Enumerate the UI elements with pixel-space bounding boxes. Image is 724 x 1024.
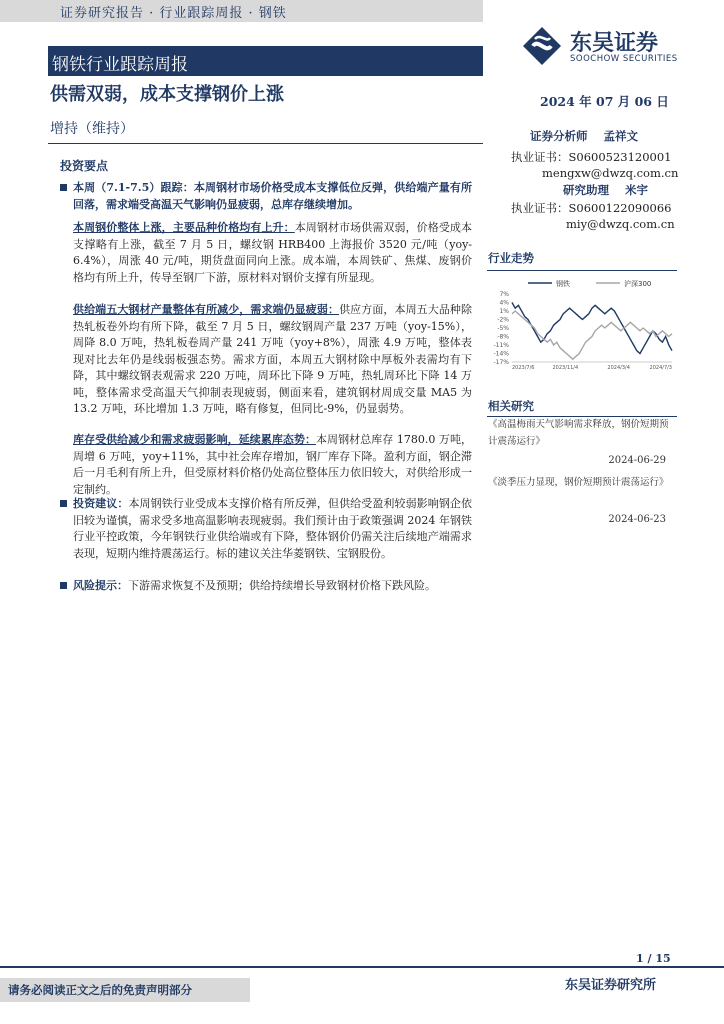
para-weekly-summary xyxy=(60,180,472,213)
analyst-1-role: 证券分析师 xyxy=(530,129,588,143)
x-tick-label: 2024/3/4 xyxy=(607,365,630,371)
header-divider xyxy=(48,143,483,144)
report-date: 2024 年 07 月 06 日 xyxy=(540,94,669,109)
analyst-2-email[interactable]: miy@dwzq.com.cn xyxy=(566,217,675,231)
disclaimer-box xyxy=(0,978,250,1002)
risk-text: 下游需求恢复不及预期；供给持续增长导致钢材价格下跌风险。 xyxy=(128,579,436,592)
logo-en: SOOCHOW SECURITIES xyxy=(570,54,678,64)
y-tick-label: -5% xyxy=(497,325,509,332)
related-item-1[interactable]: 《高温梅雨天气影响需求释放，钢价短期预计震荡运行》 xyxy=(488,419,669,447)
analyst-2-cert: S0600122090066 xyxy=(568,201,672,215)
related-item-2-date: 2024-06-23 xyxy=(608,514,666,525)
trend-chart xyxy=(486,276,678,372)
legend-label-steel: 钢铁 xyxy=(556,280,570,288)
analyst-1-cert-line xyxy=(511,149,672,165)
x-tick-label: 2024/7/3 xyxy=(649,365,672,371)
rating: 增持（维持） xyxy=(50,121,134,137)
series-line-steel xyxy=(512,303,672,354)
y-tick-label: -8% xyxy=(497,333,509,341)
analyst-1-role-line xyxy=(530,128,638,144)
report-title-band xyxy=(48,46,483,76)
y-tick-label: -2% xyxy=(497,316,509,324)
analyst-2-cert-label: 执业证书： xyxy=(511,201,569,215)
weekly-summary-text: 本周（7.1-7.5）跟踪：本周钢材市场价格受成本支撑低位反弹，供给端产量有所回落，需求端受高温天气影响仍显疲弱，总库存继续增加。 xyxy=(73,181,472,211)
advice-text: 本周钢铁行业受成本支撑价格有所反弹，但供给受盈利较弱影响钢企依旧较为谨慎，需求受多地高温影响表现疲弱。我们预计由于政策强调 2024 年钢铁行业平控政策，今年钢铁行业供给端或有下降，整体钢价仍需关注后续地产端需求表现，短期内维持震荡运行。标的建议关注华菱钢铁、宝钢股份。 xyxy=(73,497,473,560)
analyst-2-role-line xyxy=(563,182,648,198)
x-tick-label: 2023/7/6 xyxy=(512,365,535,371)
analyst-2-name: 米宇 xyxy=(625,183,649,197)
inventory-text: 本周钢材总库存 1780.0 万吨，周增 6 万吨，yoy+11%，其中社会库存增加，钢厂库存下降。盈利方面，钢企滞后一月毛利有所上升，但受原材料价格仍处高位整体压力依旧较大，对供给形成一定制约。 xyxy=(73,433,473,496)
y-tick-label: -14% xyxy=(493,350,509,358)
trend-title: 行业走势 xyxy=(488,251,534,265)
analyst-1-cert: S0600523120001 xyxy=(568,150,672,164)
series-line-index xyxy=(512,311,672,359)
related-item-2[interactable]: 《淡季压力显现，钢价短期预计震荡运行》 xyxy=(488,477,669,488)
page-number: 1 / 15 xyxy=(636,952,671,965)
price-text: 本周钢材市场供需双弱，价格受成本支撑略有上涨，截至 7 月 5 日，螺纹钢 HRB400 上海报价 3520 元/吨（yoy-6.4%），周涨 40 元/吨，期货盘面同向上涨。成本端，本周铁矿、焦煤、废钢价格均有所上升，传导至钢厂下游，原材料对钢价支撑有所显现。 xyxy=(73,221,473,284)
report-title: 钢铁行业跟踪周报 xyxy=(52,55,188,75)
analyst-2-cert-line xyxy=(511,200,672,216)
disclaimer-text: 请务必阅读正文之后的免责声明部分 xyxy=(8,983,192,997)
price-head: 本周钢价整体上涨，主要品种价格均有上升： xyxy=(73,221,295,234)
x-tick-label: 2023/11/4 xyxy=(552,365,579,371)
legend-label-index: 沪深300 xyxy=(624,280,652,288)
supply-text: 供应方面，本周五大品种除热轧板卷外均有所下降，截至 7 月 5 日，螺纹钢周产量 237 万吨（yoy-15%），周降 8.0 万吨，热轧板卷周产量 241 万吨（yoy+8%），周涨 4.9 万吨，整体表现对比去年仍是线弱板强态势。需求方面，本周五大钢材除中厚板外表需均有下降，其中螺纹钢表观需求 220 万吨，周环比下降 9 万吨，热轧周环比下降 14 万吨，整体需求受高温天气抑制表现疲弱，侧面来看，建筑钢材周成交量 MA5 为 13.2 万吨，环比增加 1.3 万吨，略有修复，但同比-9%，仍显弱势。 xyxy=(73,303,473,415)
bullet-icon xyxy=(60,184,67,191)
supply-head: 供给端五大钢材产量整体有所减少，需求端仍显疲弱： xyxy=(73,303,340,316)
para-risk xyxy=(60,578,472,595)
advice-head: 投资建议： xyxy=(73,497,129,510)
inventory-head: 库存受供给减少和需求疲弱影响，延续累库态势： xyxy=(73,433,317,446)
para-advice xyxy=(60,496,472,562)
y-tick-label: -11% xyxy=(493,342,509,349)
institute-name: 东吴证券研究所 xyxy=(565,978,657,993)
company-logo xyxy=(520,22,700,70)
y-tick-label: 4% xyxy=(499,299,509,307)
para-inventory xyxy=(73,432,472,498)
trend-rule xyxy=(487,270,677,271)
page-headline: 供需双弱，成本支撑钢价上涨 xyxy=(50,84,284,105)
y-tick-label: -17% xyxy=(493,359,509,366)
risk-head: 风险提示： xyxy=(73,579,128,592)
category-text: 证券研究报告 · 行业跟踪周报 · 钢铁 xyxy=(60,6,287,21)
analyst-1-cert-label: 执业证书： xyxy=(511,150,569,164)
analyst-1-name: 孟祥文 xyxy=(603,129,639,143)
bullet-icon xyxy=(60,500,67,507)
logo-cn: 东吴证券 xyxy=(570,31,659,56)
y-tick-label: 7% xyxy=(499,291,509,298)
footer-line xyxy=(0,966,724,968)
analyst-1-email[interactable]: mengxw@dwzq.com.cn xyxy=(542,166,679,180)
para-price xyxy=(73,220,472,286)
para-supply xyxy=(73,302,472,418)
related-title: 相关研究 xyxy=(488,399,534,413)
related-item-1-date: 2024-06-29 xyxy=(608,455,666,466)
analyst-2-role: 研究助理 xyxy=(563,183,609,197)
bullet-icon xyxy=(60,582,67,589)
section-title: 投资要点 xyxy=(60,159,109,173)
logo-mark-icon xyxy=(520,24,564,68)
y-tick-label: 1% xyxy=(499,308,509,315)
category-bar xyxy=(0,0,483,22)
